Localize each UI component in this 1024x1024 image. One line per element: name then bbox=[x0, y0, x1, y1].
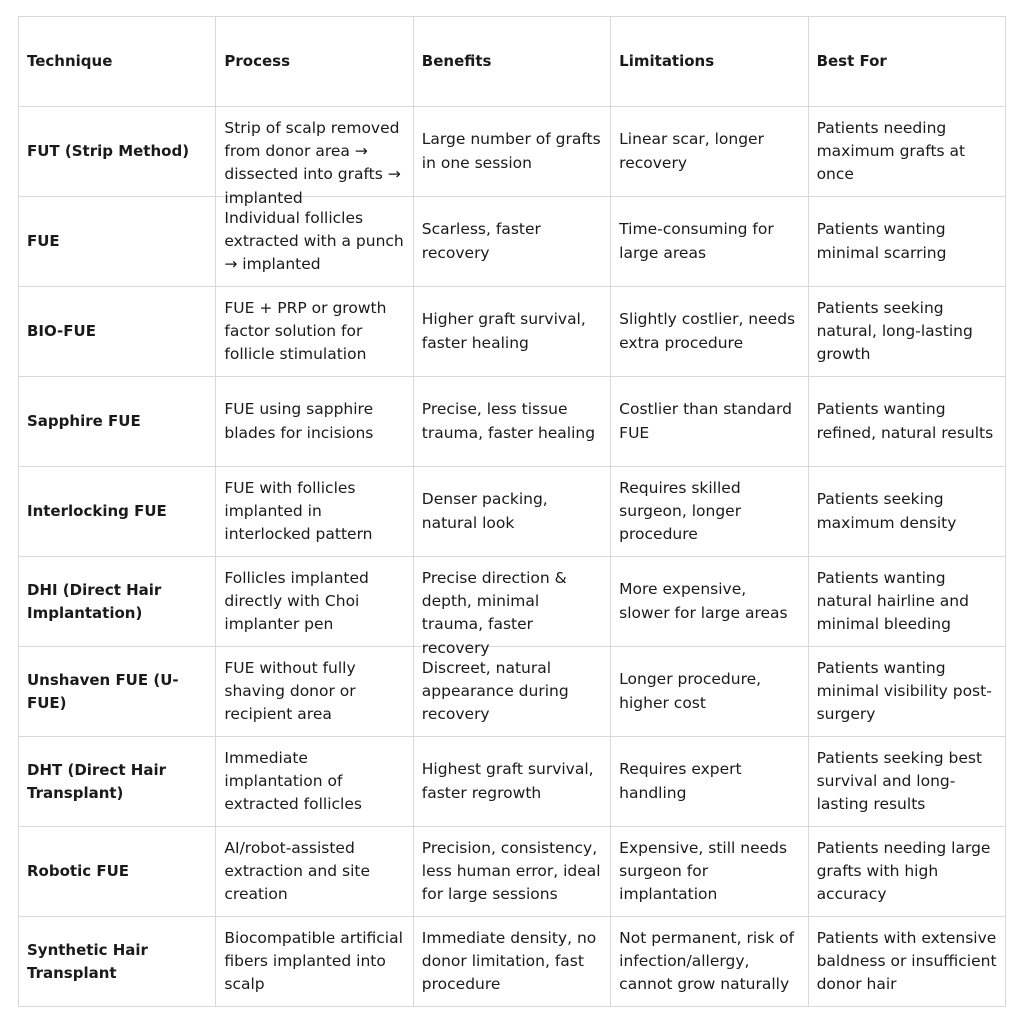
cell-process-text: FUE + PRP or growth factor solution for follicle stimulation bbox=[224, 298, 387, 364]
cell-process-text: FUE using sapphire blades for incisions bbox=[224, 400, 374, 442]
cell-best-for bbox=[808, 737, 1005, 827]
cell-limitations-text: Linear scar, longer recovery bbox=[619, 130, 764, 172]
table-row bbox=[19, 287, 1006, 377]
cell-technique: Interlocking FUE bbox=[19, 467, 216, 557]
cell-benefits bbox=[413, 557, 610, 657]
cell-technique: FUT (Strip Method) bbox=[19, 107, 216, 197]
cell-benefits-text: Large number of grafts in one session bbox=[421, 130, 601, 172]
cell-best-for-text: Patients seeking natural, long-lasting growth bbox=[816, 298, 973, 364]
cell-limitations bbox=[611, 557, 808, 647]
cell-best-for-text: Patients needing large grafts with high accuracy bbox=[816, 838, 991, 904]
cell-limitations bbox=[611, 737, 808, 827]
cell-limitations-text: Time-consuming for large areas bbox=[619, 220, 774, 262]
header-benefits: Benefits bbox=[413, 17, 610, 107]
cell-best-for bbox=[808, 467, 1005, 557]
cell-process-text: Biocompatible artificial fibers implanted into scalp bbox=[224, 928, 403, 994]
table-row bbox=[19, 737, 1006, 827]
cell-limitations-text: Longer procedure, higher cost bbox=[619, 670, 762, 712]
cell-best-for bbox=[808, 557, 1005, 647]
cell-technique: Synthetic Hair Transplant bbox=[19, 917, 216, 1007]
cell-limitations-text: Not permanent, risk of infection/allergy, cannot grow naturally bbox=[619, 928, 795, 994]
cell-process-text: Strip of scalp removed from donor area → dissected into grafts → implanted bbox=[224, 118, 401, 207]
cell-best-for bbox=[808, 647, 1005, 737]
header-process: Process bbox=[216, 17, 413, 107]
cell-process-text: Individual follicles extracted with a punch → implanted bbox=[224, 208, 404, 274]
cell-best-for-text: Patients wanting minimal visibility post-surgery bbox=[816, 658, 992, 724]
header-best-for: Best For bbox=[808, 17, 1005, 107]
cell-process-text: Follicles implanted directly with Choi implanter pen bbox=[224, 568, 369, 634]
table-row bbox=[19, 827, 1006, 917]
cell-limitations-text: Requires expert handling bbox=[619, 760, 742, 802]
table-body bbox=[19, 107, 1006, 1007]
cell-benefits bbox=[413, 647, 610, 737]
cell-limitations-text: Requires skilled surgeon, longer procedure bbox=[619, 478, 742, 544]
table-header bbox=[19, 17, 1006, 107]
cell-limitations bbox=[611, 287, 808, 377]
cell-process bbox=[216, 287, 413, 377]
cell-best-for bbox=[808, 197, 1005, 287]
cell-best-for-text: Patients needing maximum grafts at once bbox=[816, 118, 966, 184]
cell-technique: FUE bbox=[19, 197, 216, 287]
cell-process bbox=[216, 377, 413, 467]
cell-limitations-text: More expensive, slower for large areas bbox=[619, 580, 788, 622]
cell-limitations bbox=[611, 917, 808, 1007]
cell-process bbox=[216, 557, 413, 647]
cell-best-for bbox=[808, 917, 1005, 1007]
cell-benefits-text: Precise, less tissue trauma, faster healing bbox=[421, 400, 596, 442]
hair-transplant-comparison-table bbox=[18, 16, 1006, 1007]
header-limitations: Limitations bbox=[611, 17, 808, 107]
cell-best-for-text: Patients wanting refined, natural results bbox=[816, 400, 994, 442]
cell-benefits bbox=[413, 467, 610, 557]
cell-benefits bbox=[413, 917, 610, 1007]
cell-benefits bbox=[413, 737, 610, 827]
cell-best-for bbox=[808, 827, 1005, 917]
cell-process-text: AI/robot-assisted extraction and site creation bbox=[224, 838, 370, 904]
cell-process bbox=[216, 917, 413, 1007]
cell-benefits-text: Precise direction & depth, minimal trauma, faster recovery bbox=[421, 568, 567, 657]
table-row bbox=[19, 557, 1006, 647]
cell-process bbox=[216, 197, 413, 287]
cell-process bbox=[216, 827, 413, 917]
header-row bbox=[19, 17, 1006, 107]
cell-process bbox=[216, 107, 413, 207]
header-technique: Technique bbox=[19, 17, 216, 107]
cell-process-text: FUE with follicles implanted in interlocked pattern bbox=[224, 478, 373, 544]
cell-best-for-text: Patients wanting minimal scarring bbox=[816, 220, 947, 262]
cell-technique: Robotic FUE bbox=[19, 827, 216, 917]
table-row bbox=[19, 467, 1006, 557]
cell-benefits-text: Precision, consistency, less human error, ideal for large sessions bbox=[421, 838, 601, 904]
cell-best-for bbox=[808, 377, 1005, 467]
cell-process-text: FUE without fully shaving donor or recipient area bbox=[224, 658, 356, 724]
cell-benefits bbox=[413, 377, 610, 467]
cell-limitations-text: Costlier than standard FUE bbox=[619, 400, 792, 442]
cell-best-for-text: Patients wanting natural hairline and minimal bleeding bbox=[816, 568, 969, 634]
cell-benefits-text: Discreet, natural appearance during recovery bbox=[421, 658, 569, 724]
cell-limitations bbox=[611, 377, 808, 467]
cell-benefits-text: Immediate density, no donor limitation, fast procedure bbox=[421, 928, 597, 994]
cell-benefits bbox=[413, 827, 610, 917]
cell-process bbox=[216, 467, 413, 557]
cell-benefits-text: Scarless, faster recovery bbox=[421, 220, 541, 262]
cell-process-text: Immediate implantation of extracted follicles bbox=[224, 748, 362, 814]
cell-benefits bbox=[413, 107, 610, 197]
cell-best-for bbox=[808, 287, 1005, 377]
cell-limitations-text: Slightly costlier, needs extra procedure bbox=[619, 310, 796, 352]
table-row bbox=[19, 377, 1006, 467]
cell-technique: Unshaven FUE (U-FUE) bbox=[19, 647, 216, 737]
cell-process bbox=[216, 737, 413, 827]
cell-limitations bbox=[611, 827, 808, 917]
cell-best-for-text: Patients seeking maximum density bbox=[816, 490, 957, 532]
cell-benefits bbox=[413, 197, 610, 287]
cell-benefits-text: Higher graft survival, faster healing bbox=[421, 310, 586, 352]
cell-benefits-text: Denser packing, natural look bbox=[421, 490, 548, 532]
cell-limitations bbox=[611, 647, 808, 737]
cell-limitations bbox=[611, 107, 808, 197]
cell-limitations bbox=[611, 197, 808, 287]
table-row bbox=[19, 647, 1006, 737]
cell-best-for bbox=[808, 107, 1005, 197]
cell-benefits-text: Highest graft survival, faster regrowth bbox=[421, 760, 594, 802]
cell-limitations-text: Expensive, still needs surgeon for implantation bbox=[619, 838, 788, 904]
cell-benefits bbox=[413, 287, 610, 377]
table-row bbox=[19, 917, 1006, 1007]
cell-best-for-text: Patients seeking best survival and long-lasting results bbox=[816, 748, 983, 814]
cell-technique: DHI (Direct Hair Implantation) bbox=[19, 557, 216, 647]
cell-best-for-text: Patients with extensive baldness or insufficient donor hair bbox=[816, 928, 997, 994]
cell-limitations bbox=[611, 467, 808, 557]
table-row bbox=[19, 107, 1006, 197]
table-row bbox=[19, 197, 1006, 287]
cell-process bbox=[216, 647, 413, 737]
cell-technique: BIO-FUE bbox=[19, 287, 216, 377]
cell-technique: Sapphire FUE bbox=[19, 377, 216, 467]
cell-technique: DHT (Direct Hair Transplant) bbox=[19, 737, 216, 827]
